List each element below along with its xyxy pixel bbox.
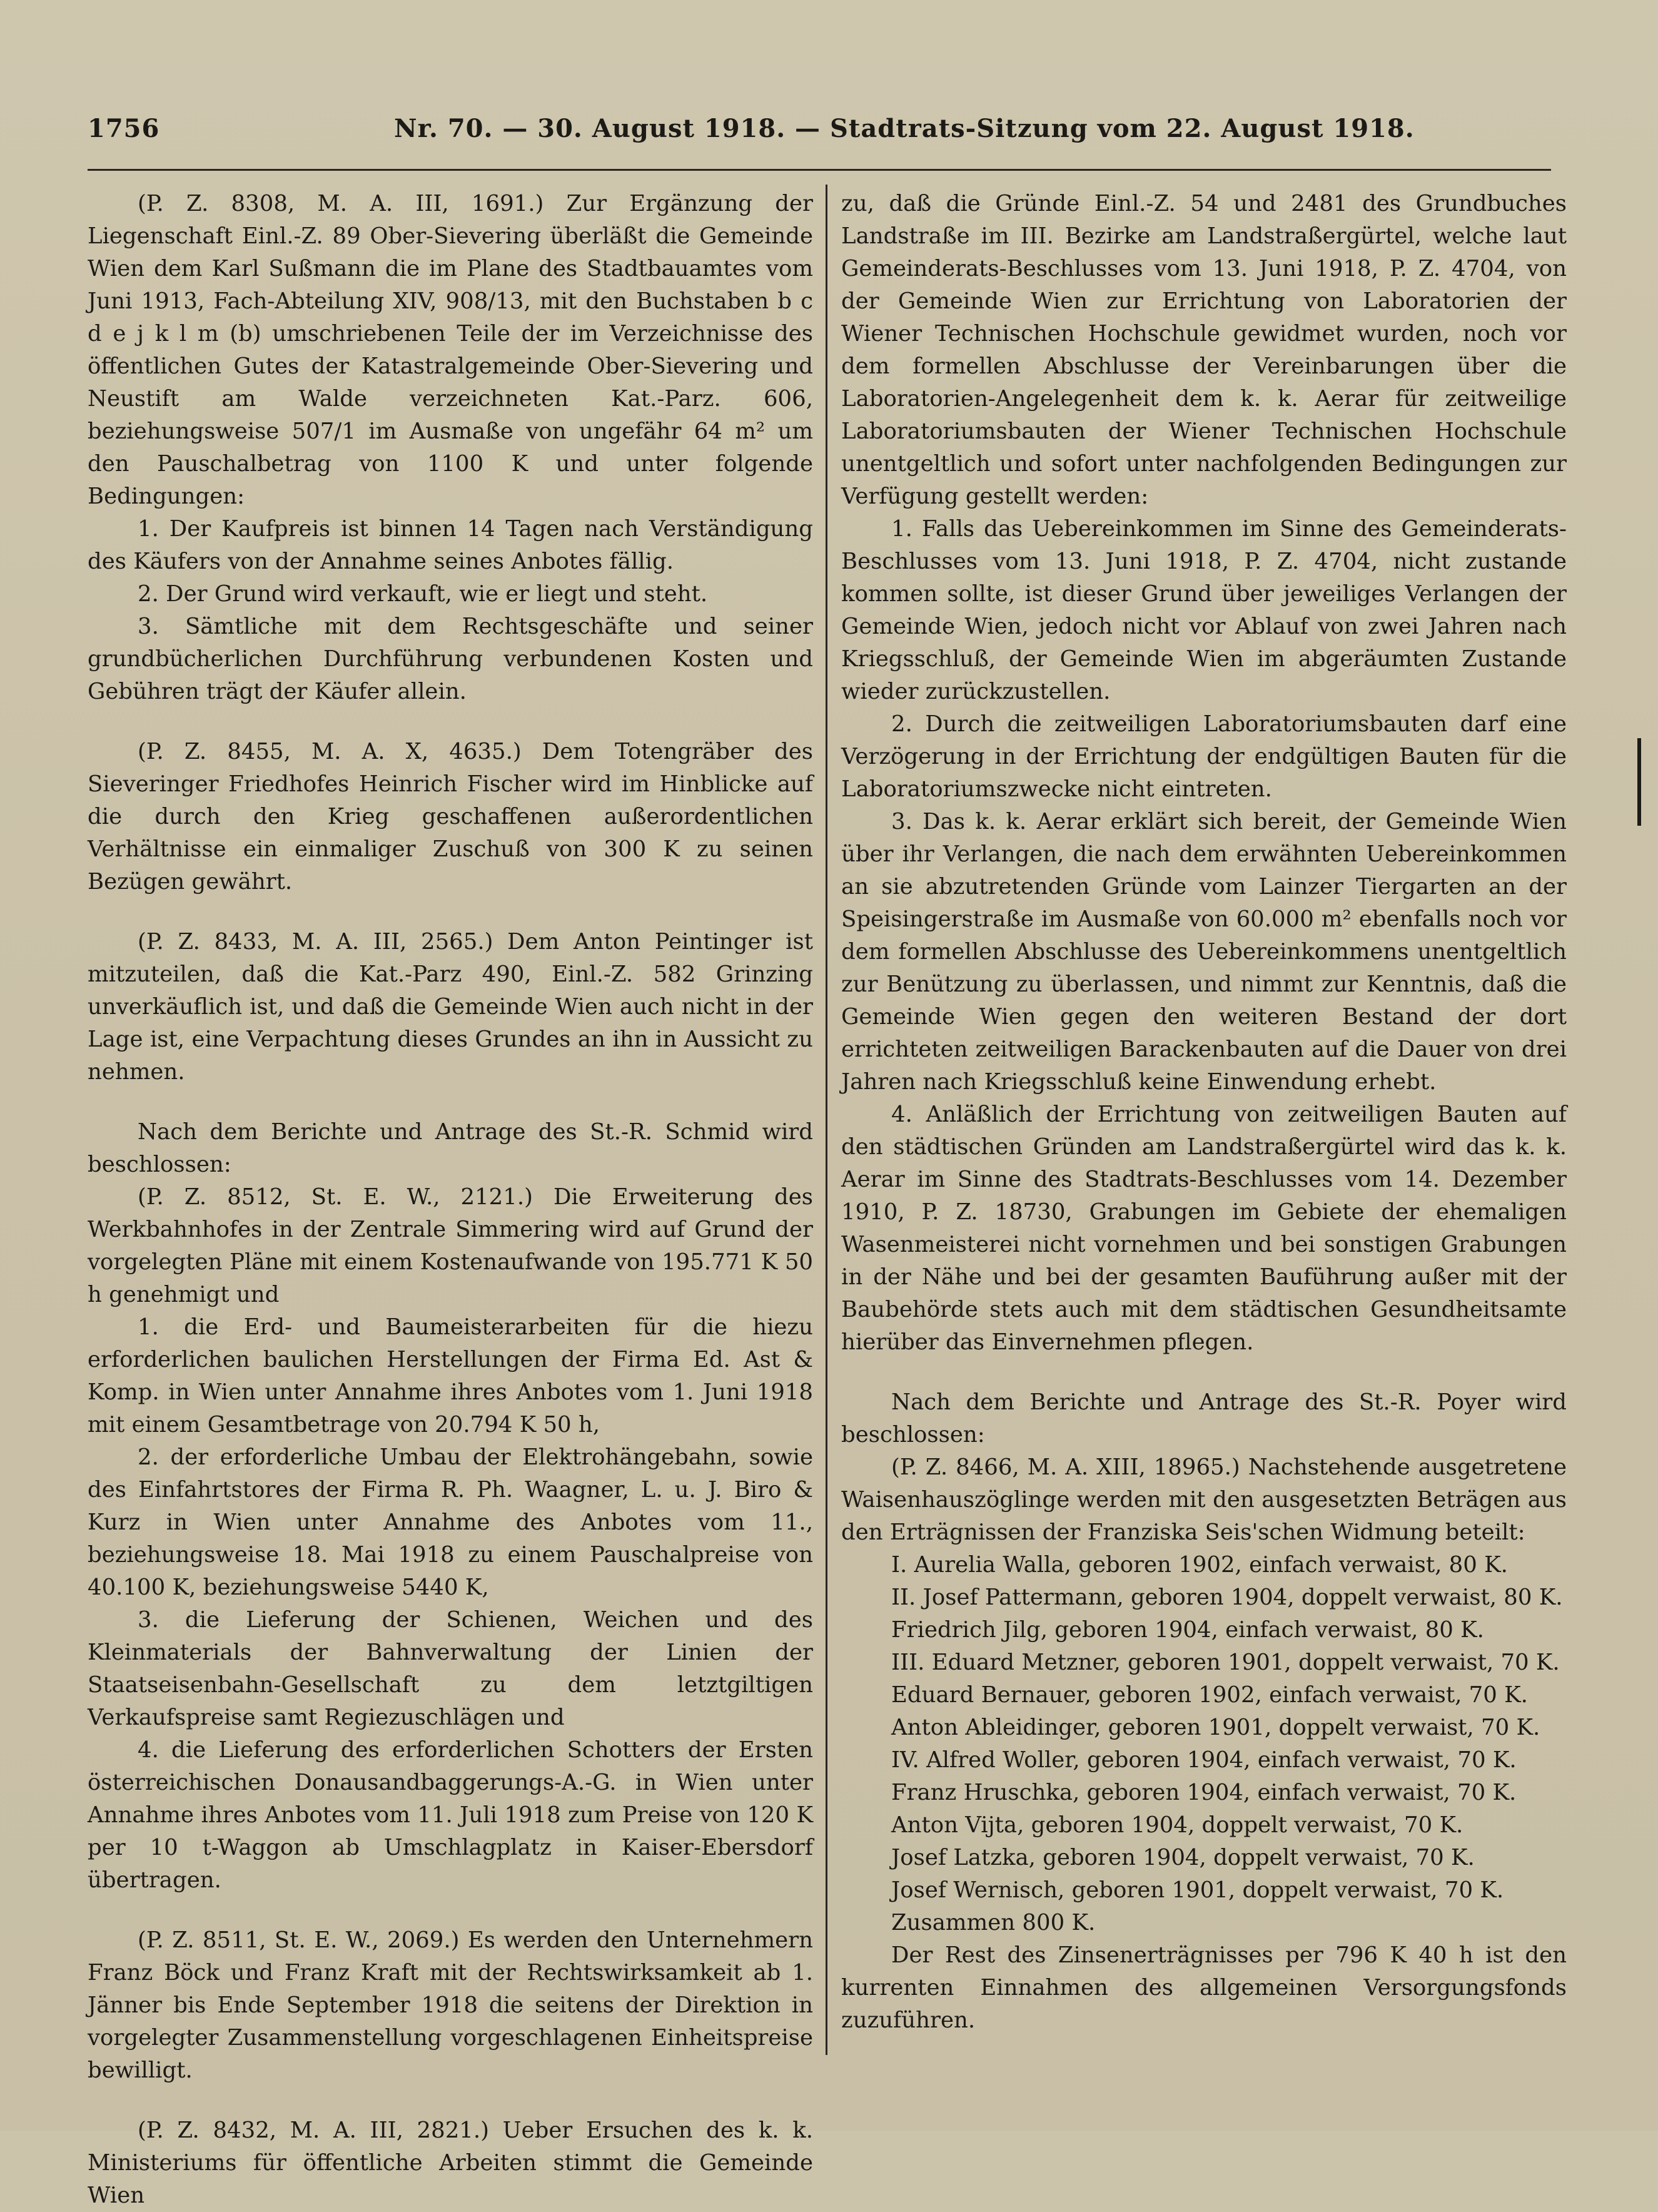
paragraph: (P. Z. 8512, St. E. W., 2121.) Die Erweiterung des Werkbahnhofes in der Zentrale Simmering wird auf Grund der vorgelegten Pläne mit einem Kostenaufwande von 195.771 K 50 h genehmigt und — [88, 1184, 813, 1307]
paragraph: (P. Z. 8308, M. A. III, 1691.) Zur Ergänzung der Liegenschaft Einl.-Z. 89 Ober-Sievering überläßt die Gemeinde Wien dem Karl Sußmann die im Plane des Stadtbauamtes vom Juni 1913, Fach-Abteilung XIV, 908/13, mit den Buchstaben b c d e j k l m (b) umschriebenen Teile der im Verzeichnisse des öffentlichen Gutes der Katastralgemeinde Ober-Sievering und Neustift am Walde verzeichneten Kat.-Parz. 606, beziehungsweise 507/1 im Ausmaße von ungefähr 64 m² um den Pauschalbetrag von 1100 K und unter folgende Bedingungen: — [88, 191, 813, 509]
paragraph: 3. Sämtliche mit dem Rechtsgeschäfte und seiner grundbücherlichen Durchführung verbundenen Kosten und Gebühren trägt der Käufer allein. — [88, 614, 813, 704]
list-item: III. Eduard Metzner, geboren 1901, doppelt verwaist, 70 K. — [891, 1650, 1560, 1675]
paragraph: (P. Z. 8466, M. A. XIII, 18965.) Nachstehende ausgetretene Waisenhauszöglinge werden mit den ausgesetzten Beträgen aus den Erträgnissen der Franziska Seis'schen Widmung beteilt: — [841, 1454, 1567, 1545]
page-number: 1756 — [88, 114, 160, 143]
paragraph: (P. Z. 8455, M. A. X, 4635.) Dem Totengräber des Sieveringer Friedhofes Heinrich Fischer wird im Hinblicke auf die durch den Krieg geschaffenen außerordentlichen Verhältnisse ein einmaliger Zuschuß von 300 K zu seinen Bezügen gewährt. — [88, 739, 813, 895]
list-item: Franz Hruschka, geboren 1904, einfach verwaist, 70 K. — [891, 1780, 1517, 1805]
paragraph: 1. Falls das Uebereinkommen im Sinne des Gemeinderats-Beschlusses vom 13. Juni 1918, P. Z. 4704, nicht zustande kommen sollte, ist dieser Grund über jeweiliges Verlangen der Gemeinde Wien, jedoch nicht vor Ablauf von zwei Jahren nach Kriegsschluß, der Gemeinde Wien im abgeräumten Zustande wieder zurückzustellen. — [841, 516, 1567, 704]
left-column — [88, 188, 813, 2212]
paragraph: 1. die Erd- und Baumeisterarbeiten für die hiezu erforderlichen baulichen Herstellungen der Firma Ed. Ast & Komp. in Wien unter Annahme ihres Anbotes vom 1. Juni 1918 mit einem Gesamtbetrage von 20.794 K 50 h, — [88, 1314, 813, 1438]
list-item: Friedrich Jilg, geboren 1904, einfach verwaist, 80 K. — [891, 1617, 1484, 1643]
list-item: Zusammen 800 K. — [891, 1910, 1096, 1936]
list-item: Josef Latzka, geboren 1904, doppelt verwaist, 70 K. — [891, 1845, 1475, 1870]
paragraph: 1. Der Kaufpreis ist binnen 14 Tagen nach Verständigung des Käufers von der Annahme seines Anbotes fällig. — [88, 516, 813, 574]
list-item: Anton Vijta, geboren 1904, doppelt verwaist, 70 K. — [891, 1812, 1463, 1838]
column-separator — [826, 185, 827, 2055]
header-rule — [88, 169, 1551, 171]
paragraph: 4. die Lieferung des erforderlichen Schotters der Ersten österreichischen Donausandbaggerungs-A.-G. in Wien unter Annahme ihres Anbotes vom 11. Juli 1918 zum Preise von 120 K per 10 t-Waggon ab Umschlagplatz in Kaiser-Ebersdorf übertragen. — [88, 1737, 813, 1893]
paragraph: 2. Durch die zeitweiligen Laboratoriumsbauten darf eine Verzögerung in der Errichtung der endgültigen Bauten für die Laboratoriumszwecke nicht eintreten. — [841, 711, 1567, 802]
paragraph: 3. Das k. k. Aerar erklärt sich bereit, der Gemeinde Wien über ihr Verlangen, die nach dem erwähnten Uebereinkommen an sie abzutretenden Gründe vom Lainzer Tiergarten an der Speisingerstraße im Ausmaße von 60.000 m² ebenfalls noch vor dem formellen Abschlusse des Uebereinkommens unentgeltlich zur Benützung zu überlassen, und nimmt zur Kenntnis, daß die Gemeinde Wien gegen den weiteren Bestand der dort errichteten zeitweiligen Barackenbauten auf die Dauer von drei Jahren nach Kriegsschluß keine Einwendung erhebt. — [841, 809, 1567, 1095]
paragraph: zu, daß die Gründe Einl.-Z. 54 und 2481 des Grundbuches Landstraße im III. Bezirke am Landstraßergürtel, welche laut Gemeinderats-Beschlusses vom 13. Juni 1918, P. Z. 4704, von der Gemeinde Wien zur Errichtung von Laboratorien der Wiener Technischen Hochschule gewidmet wurden, noch vor dem formellen Abschlusse der Vereinbarungen über die Laboratorien-Angelegenheit dem k. k. Aerar für zeitweilige Laboratoriumsbauten der Wiener Technischen Hochschule unentgeltlich und sofort unter nachfolgenden Bedingungen zur Verfügung gestellt werden: — [841, 191, 1567, 509]
list-item: II. Josef Pattermann, geboren 1904, doppelt verwaist, 80 K. — [891, 1585, 1563, 1610]
paragraph: 3. die Lieferung der Schienen, Weichen und des Kleinmaterials der Bahnverwaltung der Linien der Staatseisenbahn-Gesellschaft zu dem letztgiltigen Verkaufspreise samt Regiezuschlägen und — [88, 1607, 813, 1730]
list-item: IV. Alfred Woller, geboren 1904, einfach verwaist, 70 K. — [891, 1747, 1517, 1773]
paragraph: (P. Z. 8511, St. E. W., 2069.) Es werden den Unternehmern Franz Böck und Franz Kraft mit der Rechtswirksamkeit ab 1. Jänner bis Ende September 1918 die seitens der Direktion in vorgelegter Zusammenstellung vorgeschlagenen Einheitspreise bewilligt. — [88, 1927, 813, 2083]
list-item: I. Aurelia Walla, geboren 1902, einfach verwaist, 80 K. — [891, 1552, 1508, 1578]
paragraph: 2. der erforderliche Umbau der Elektrohängebahn, sowie des Einfahrtstores der Firma R. Ph. Waagner, L. u. J. Biro & Kurz in Wien unter Annahme des Anbotes vom 11., beziehungsweise 18. Mai 1918 zu einem Pauschalpreise von 40.100 K, beziehungsweise 5440 K, — [88, 1444, 813, 1600]
paragraph: (P. Z. 8433, M. A. III, 2565.) Dem Anton Peintinger ist mitzuteilen, daß die Kat.-Parz 490, Einl.-Z. 582 Grinzing unverkäuflich ist, und daß die Gemeinde Wien auch nicht in der Lage ist, eine Verpachtung dieses Grundes an ihn in Aussicht zu nehmen. — [88, 929, 813, 1085]
list-item: Eduard Bernauer, geboren 1902, einfach verwaist, 70 K. — [891, 1682, 1528, 1708]
paragraph: Nach dem Berichte und Antrage des St.-R. Schmid wird beschlossen: — [88, 1119, 813, 1177]
paragraph: Nach dem Berichte und Antrage des St.-R. Poyer wird beschlossen: — [841, 1389, 1567, 1448]
page-title: Nr. 70. — 30. August 1918. — Stadtrats-Sitzung vom 22. August 1918. — [394, 114, 1415, 143]
paragraph: 2. Der Grund wird verkauft, wie er liegt und steht. — [138, 581, 708, 607]
paragraph: Der Rest des Zinsenerträgnisses per 796 K 40 h ist den kurrenten Einnahmen des allgemeinen Versorgungsfonds zuzuführen. — [841, 1942, 1567, 2033]
right-column — [841, 188, 1567, 2037]
paragraph: (P. Z. 8432, M. A. III, 2821.) Ueber Ersuchen des k. k. Ministeriums für öffentliche Arbeiten stimmt die Gemeinde Wien — [88, 2118, 813, 2208]
orphan-list — [841, 1549, 1567, 1939]
paragraph: 4. Anläßlich der Errichtung von zeitweiligen Bauten auf den städtischen Gründen am Landstraßergürtel wird das k. k. Aerar im Sinne des Stadtrats-Beschlusses vom 14. Dezember 1910, P. Z. 18730, Grabungen im Gebiete der ehemaligen Wasenmeisterei nicht vornehmen und bei sonstigen Grabungen in der Nähe und bei der gesamten Bauführung außer mit der Baubehörde stets auch mit dem städtischen Gesundheitsamte hierüber das Einvernehmen pflegen. — [841, 1102, 1567, 1355]
page-header — [88, 108, 1551, 158]
margin-mark — [1637, 738, 1641, 826]
list-item: Anton Ableidinger, geboren 1901, doppelt verwaist, 70 K. — [891, 1715, 1540, 1740]
list-item: Josef Wernisch, geboren 1901, doppelt verwaist, 70 K. — [891, 1877, 1504, 1903]
